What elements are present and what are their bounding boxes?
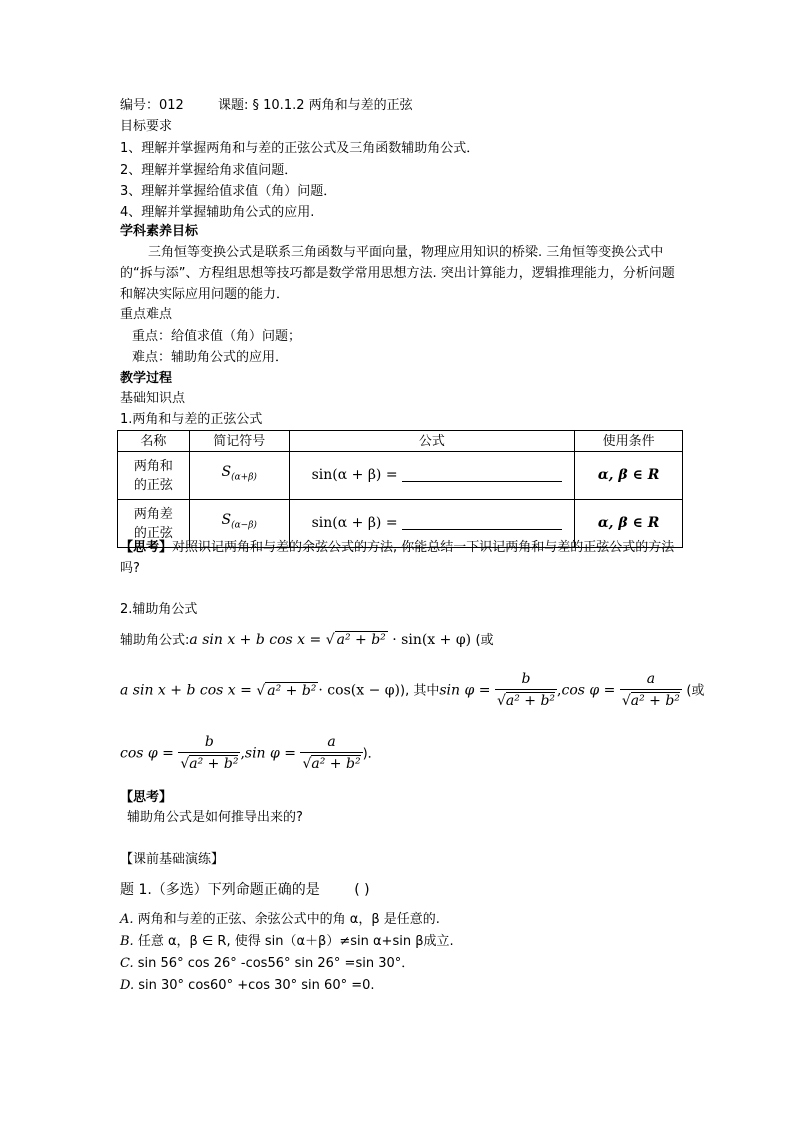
option-c[interactable]: C. sin 56° cos 26° -cos56° sin 26° =sin 30°． [120,956,415,971]
table-header-row [118,431,683,452]
row-name: 两角差 的正弦 [118,500,190,548]
row-condition: α, β ∈ R [575,500,683,548]
row-symbol: $S_{(\alpha+\beta)}$ [189,452,289,500]
header-formula: 公式 [289,431,575,452]
fraction: $\frac{b}{\text{√a² + b²}}$ [180,734,239,772]
document-number: 编号：012 [120,98,184,113]
key-points-heading: 重点难点 [120,307,173,322]
fill-blank[interactable] [402,467,562,482]
objectives-heading: 目标要求 [120,119,173,134]
think-label-2: 【思考】 [120,790,173,805]
fill-blank[interactable] [402,515,562,530]
aux-formula-line3: cos φ = $\frac{b}{\text{√a² + b²}}$ ,sin φ = $\frac{a}{\text{√a² + b²}}$ )． [120,734,381,772]
option-d[interactable]: D. sin 30° cos60° +cos 30° sin 60° =0. [120,978,375,993]
sqrt-expression: √ a² + b² [325,632,386,648]
option-b[interactable]: B. 任意 α，β ∈ R, 使得 sin（α＋β）≠sin α+sin β成立. [120,934,454,949]
objective-item: 3、理解并掌握给值求值（角）问题． [120,184,337,199]
fraction: $\frac{b}{\text{√a² + b²}}$ [496,671,556,709]
row-formula: sin(α + β) = [289,500,575,548]
row-formula: sin(α + β) = [289,452,575,500]
objective-item: 1、理解并掌握两角和与差的正弦公式及三角函数辅助角公式． [120,141,480,156]
sine-formula-table [117,430,683,548]
aux-formula-line2: a sin x + b cos x = √ a² + b² · cos(x − φ)), 其中sin φ = $\frac{b}{\text{√a² + b²}}$ ,cos φ = $\frac{a}{\text{√a² + b²}}$ (或 [120,671,705,709]
objective-item: 4、理解并掌握辅助角公式的应用. [120,205,315,220]
header-symbol: 简记符号 [189,431,289,452]
option-a[interactable]: A. 两角和与差的正弦、余弦公式中的角 α，β 是任意的. [120,912,440,927]
question-1: 题 1.（多选）下列命题正确的是 ( ) [120,882,370,898]
basic-knowledge-heading: 基础知识点 [120,391,186,406]
think-question-2: 辅助角公式是如何推导出来的? [127,810,303,825]
difficulty-point: 难点：辅助角公式的应用． [132,350,289,365]
header-condition: 使用条件 [575,431,683,452]
fraction: $\frac{a}{\text{√a² + b²}}$ [302,734,361,772]
objective-item: 2、理解并掌握给角求值问题． [120,163,298,178]
fraction: $\frac{a}{\text{√a² + b²}}$ [621,671,680,709]
section2-title: 2.辅助角公式 [120,602,198,617]
focus-point: 重点：给值求值（角）问题； [132,329,302,344]
row-name: 两角和 的正弦 [118,452,190,500]
aux-formula-line1: 辅助角公式:a sin x + b cos x = √ a² + b² · sin(x + φ) (或 [120,627,494,654]
section1-title: 1.两角和与差的正弦公式 [120,412,263,427]
row-symbol: $S_{(\alpha-\beta)}$ [189,500,289,548]
lesson-topic: 课题: § 10.1.2 两角和与差的正弦 [218,98,413,113]
row-condition: α, β ∈ R [575,452,683,500]
literacy-paragraph: 三角恒等变换公式是联系三角函数与平面向量，物理应用知识的桥梁. 三角恒等变换公式中的“拆与添”、方程组思想等技巧都是数学常用思想方法. 突出计算能力，逻辑推理能力，分析问题和解决实际应用问题的能力． [120,245,675,302]
header-name: 名称 [118,431,190,452]
think-question-1: 【思考】对照识记两角和与差的余弦公式的方法, 你能总结一下识记两角和与差的正弦公式的方法吗? [120,540,675,576]
practice-heading: 【课前基础演练】 [120,852,225,867]
process-heading: 教学过程 [120,371,173,386]
literacy-heading: 学科素养目标 [120,224,199,239]
table-row [118,452,683,500]
